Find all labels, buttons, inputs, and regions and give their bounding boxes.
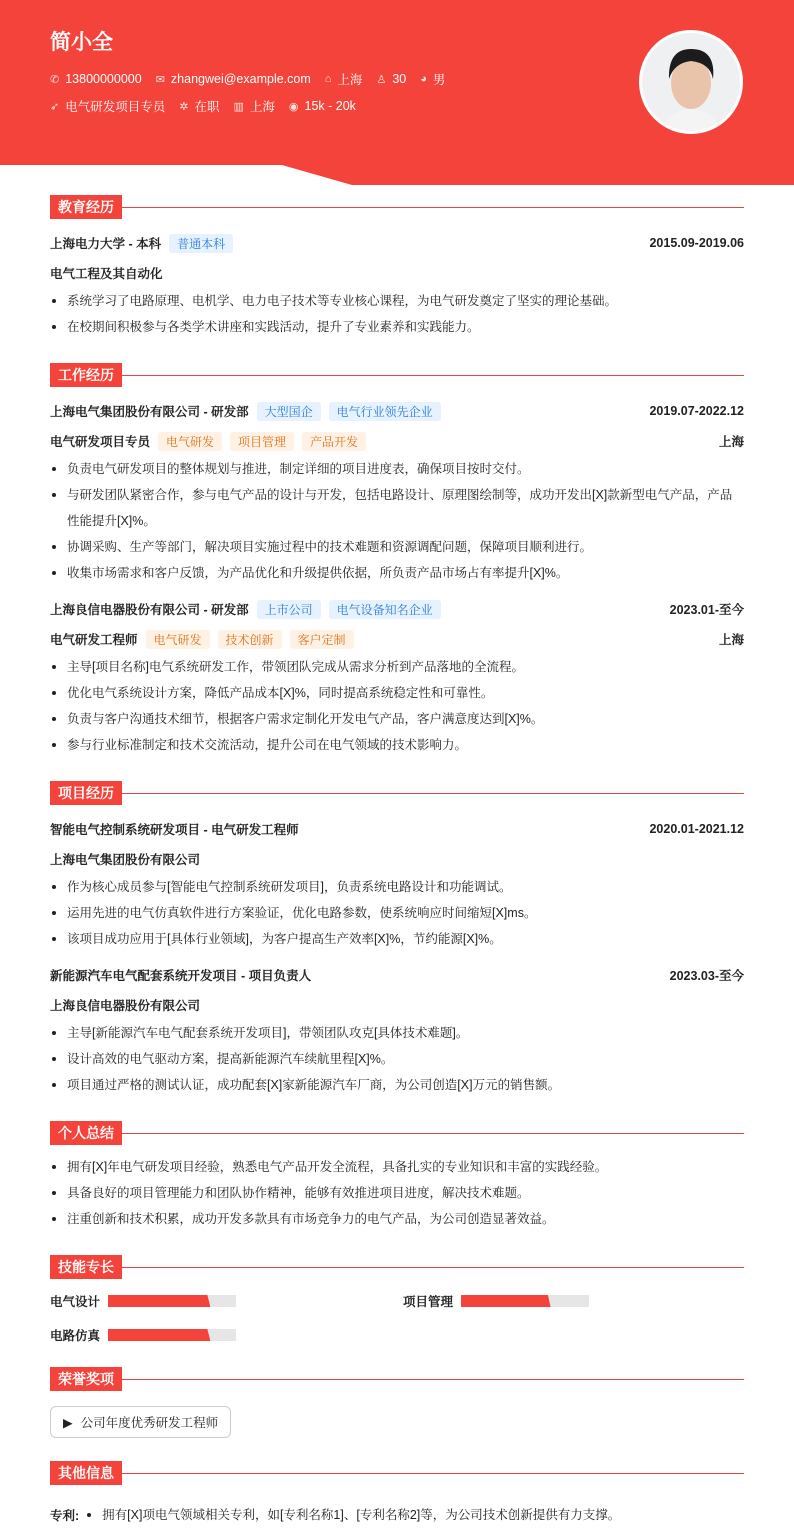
salary: 15k - 20k xyxy=(304,99,356,113)
resume-body xyxy=(50,180,744,1528)
building-icon: ▥ xyxy=(233,100,244,113)
mail-icon: ✉ xyxy=(155,73,165,86)
email[interactable]: zhangwei@example.com xyxy=(170,72,311,86)
list-item: 系统学习了电路原理、电机学、电力电子技术等专业核心课程，为电气研发奠定了坚实的理论基础。 xyxy=(50,288,744,314)
section-awards: 荣誉奖项 xyxy=(50,1366,744,1392)
tag: 大型国企 xyxy=(257,402,321,421)
award-item[interactable]: ▶ 公司年度优秀研发工程师 xyxy=(50,1406,231,1438)
list-item: 设计高效的电气驱动方案，提高新能源汽车续航里程[X]%。 xyxy=(50,1046,744,1072)
contact-row xyxy=(50,70,445,88)
list-item: 注重创新和技术积累，成功开发多款具有市场竞争力的电气产品，为公司创造显著效益。 xyxy=(50,1206,744,1232)
date: 2023.01-至今 xyxy=(669,603,744,617)
project-name: 新能源汽车电气配套系统开发项目 - 项目负责人 xyxy=(50,969,312,983)
tag: 普通本科 xyxy=(169,234,233,253)
date: 2015.09-2019.06 xyxy=(649,236,744,250)
gender: 男 xyxy=(432,73,446,87)
list-item: 与研发团队紧密合作，参与电气产品的设计与开发，包括电路设计、原理图绘制等，成功开发出[X]款新型电气产品，产品性能提升[X]%。 xyxy=(50,482,744,534)
tag: 电气设备知名企业 xyxy=(329,600,441,619)
list-item: 参与行业标准制定和技术交流活动，提升公司在电气领域的技术影响力。 xyxy=(50,732,744,758)
section-projects: 项目经历 xyxy=(50,780,744,806)
section-skills: 技能专长 xyxy=(50,1254,744,1280)
date: 2023.03-至今 xyxy=(669,969,744,983)
list-item: 拥有[X]项电气领域相关专利，如[专利名称1]、[专利名称2]等，为公司技术创新提供有力支撑。 xyxy=(85,1502,620,1528)
skill-name: 项目管理 xyxy=(403,1295,454,1309)
list-item: 优化电气系统设计方案，降低产品成本[X]%，同时提高系统稳定性和可靠性。 xyxy=(50,680,744,706)
list-item: 具备良好的项目管理能力和团队协作精神，能够有效推进项目进度，解决技术难题。 xyxy=(50,1180,744,1206)
tag: 技术创新 xyxy=(218,630,282,649)
skill-bar-fill xyxy=(108,1295,210,1307)
list-item: 作为核心成员参与[智能电气控制系统研发项目]，负责系统电路设计和功能调试。 xyxy=(50,874,744,900)
list-item: 该项目成功应用于[具体行业领域]，为客户提高生产效率[X]%，节约能源[X]%。 xyxy=(50,926,744,952)
section-summary: 个人总结 xyxy=(50,1120,744,1146)
candidate-name: 简小全 xyxy=(50,31,113,54)
phone: 13800000000 xyxy=(65,72,142,86)
tag: 客户定制 xyxy=(290,630,354,649)
work-city: 上海 xyxy=(249,100,275,114)
salary-icon: ◉ xyxy=(288,100,299,113)
skill-item xyxy=(50,1288,403,1314)
project-company: 上海电气集团股份有限公司 xyxy=(50,853,201,867)
skill-item xyxy=(50,1322,403,1348)
tag: 上市公司 xyxy=(257,600,321,619)
tag: 电气研发 xyxy=(158,432,222,451)
send-icon: ➶ xyxy=(50,100,60,113)
company: 上海良信电器股份有限公司 - 研发部 xyxy=(50,603,249,617)
home-icon: ⌂ xyxy=(324,73,332,85)
city: 上海 xyxy=(718,435,744,449)
date: 2019.07-2022.12 xyxy=(649,404,744,418)
section-other: 其他信息 xyxy=(50,1460,744,1486)
major: 电气工程及其自动化 xyxy=(50,267,163,281)
caret-right-icon: ▶ xyxy=(63,1415,73,1430)
section-work: 工作经历 xyxy=(50,362,744,388)
list-item: 主导[项目名称]电气系统研发工作，带领团队完成从需求分析到产品落地的全流程。 xyxy=(50,654,744,680)
tag: 产品开发 xyxy=(302,432,366,451)
list-item: 拥有[X]年电气研发项目经验，熟悉电气产品开发全流程，具备扎实的专业知识和丰富的实践经验。 xyxy=(50,1154,744,1180)
skill-bar xyxy=(108,1329,236,1341)
skill-name: 电路仿真 xyxy=(50,1329,101,1343)
role: 电气研发工程师 xyxy=(50,633,138,647)
section-education: 教育经历 xyxy=(50,194,744,220)
job-intent-row xyxy=(50,97,356,115)
city: 上海 xyxy=(718,633,744,647)
tag: 电气行业领先企业 xyxy=(329,402,441,421)
status: 在职 xyxy=(194,100,220,114)
tag: 项目管理 xyxy=(230,432,294,451)
other-label: 专利: xyxy=(50,1509,80,1523)
project-name: 智能电气控制系统研发项目 - 电气研发工程师 xyxy=(50,823,299,837)
skill-item xyxy=(403,1288,744,1314)
date: 2020.01-2021.12 xyxy=(649,822,744,836)
list-item: 协调采购、生产等部门，解决项目实施过程中的技术难题和资源调配问题，保障项目顺利进行。 xyxy=(50,534,744,560)
skill-bar xyxy=(108,1295,236,1307)
gender-icon: ◕ xyxy=(420,73,427,85)
city: 上海 xyxy=(337,73,363,87)
phone-icon: ✆ xyxy=(50,73,60,86)
skill-name: 电气设计 xyxy=(50,1295,101,1309)
school: 上海电力大学 - 本科 xyxy=(50,237,162,251)
role: 电气研发项目专员 xyxy=(50,435,151,449)
list-item: 项目通过严格的测试认证，成功配套[X]家新能源汽车厂商，为公司创造[X]万元的销售额。 xyxy=(50,1072,744,1098)
skill-bar-fill xyxy=(108,1329,210,1341)
age: 30 xyxy=(392,72,407,86)
position: 电气研发项目专员 xyxy=(65,100,166,114)
gear-icon: ✲ xyxy=(179,100,189,113)
cake-icon: ♙ xyxy=(376,73,387,86)
list-item: 主导[新能源汽车电气配套系统开发项目]，带领团队攻克[具体技术难题]。 xyxy=(50,1020,744,1046)
list-item: 收集市场需求和客户反馈，为产品优化和升级提供依据，所负责产品市场占有率提升[X]%。 xyxy=(50,560,744,586)
company: 上海电气集团股份有限公司 - 研发部 xyxy=(50,405,249,419)
list-item: 在校期间积极参与各类学术讲座和实践活动，提升了专业素养和实践能力。 xyxy=(50,314,744,340)
avatar xyxy=(639,30,743,134)
list-item: 负责与客户沟通技术细节，根据客户需求定制化开发电气产品，客户满意度达到[X]%。 xyxy=(50,706,744,732)
list-item: 运用先进的电气仿真软件进行方案验证，优化电路参数，使系统响应时间缩短[X]ms。 xyxy=(50,900,744,926)
project-company: 上海良信电器股份有限公司 xyxy=(50,999,201,1013)
skill-bar-fill xyxy=(461,1295,551,1307)
skill-bar xyxy=(461,1295,589,1307)
tag: 电气研发 xyxy=(146,630,210,649)
list-item: 负责电气研发项目的整体规划与推进，制定详细的项目进度表，确保项目按时交付。 xyxy=(50,456,744,482)
